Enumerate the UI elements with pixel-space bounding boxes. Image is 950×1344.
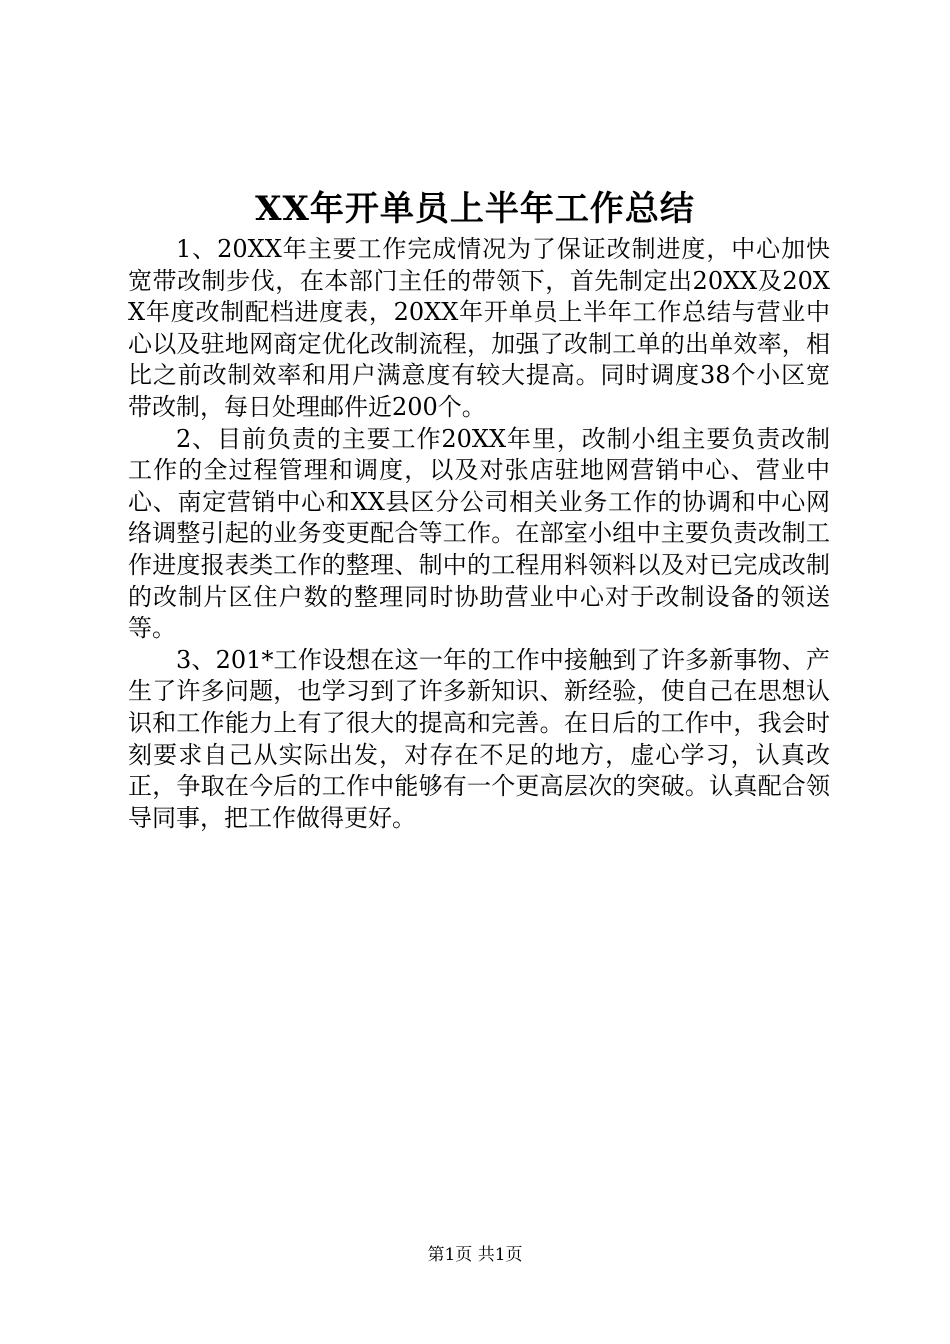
document-body xyxy=(128,234,830,834)
document-title: XX年开单员上半年工作总结 xyxy=(255,189,695,229)
paragraph-1: 1、20XX年主要工作完成情况为了保证改制进度，中心加快宽带改制步伐，在本部门主任的带领下，首先制定出20XX及20XX年度改制配档进度表，20XX年开单员上半年工作总结与营业中心以及驻地网商定优化改制流程，加强了改制工单的出单效率，相比之前改制效率和用户满意度有较大提高。同时调度38个小区宽带改制，每日处理邮件近200个。 xyxy=(128,235,830,421)
paragraph-3: 3、201*工作设想在这一年的工作中接触到了许多新事物、产生了许多问题，也学习到了许多新知识、新经验，使自己在思想认识和工作能力上有了很大的提高和完善。在日后的工作中，我会时刻要求自己从实际出发，对存在不足的地方，虚心学习，认真改正，争取在今后的工作中能够有一个更高层次的突破。认真配合领导同事，把工作做得更好。 xyxy=(128,645,830,832)
paragraph-2: 2、目前负责的主要工作20XX年里，改制小组主要负责改制工作的全过程管理和调度，以及对张店驻地网营销中心、营业中心、南定营销中心和XX县区分公司相关业务工作的协调和中心网络调整引起的业务变更配合等工作。在部室小组中主要负责改制工作进度报表类工作的整理、制中的工程用料领料以及对已完成改制的改制片区住户数的整理同时协助营业中心对于改制设备的领送等。 xyxy=(128,424,830,643)
page-number-footer: 第1页 共1页 xyxy=(427,1245,523,1265)
